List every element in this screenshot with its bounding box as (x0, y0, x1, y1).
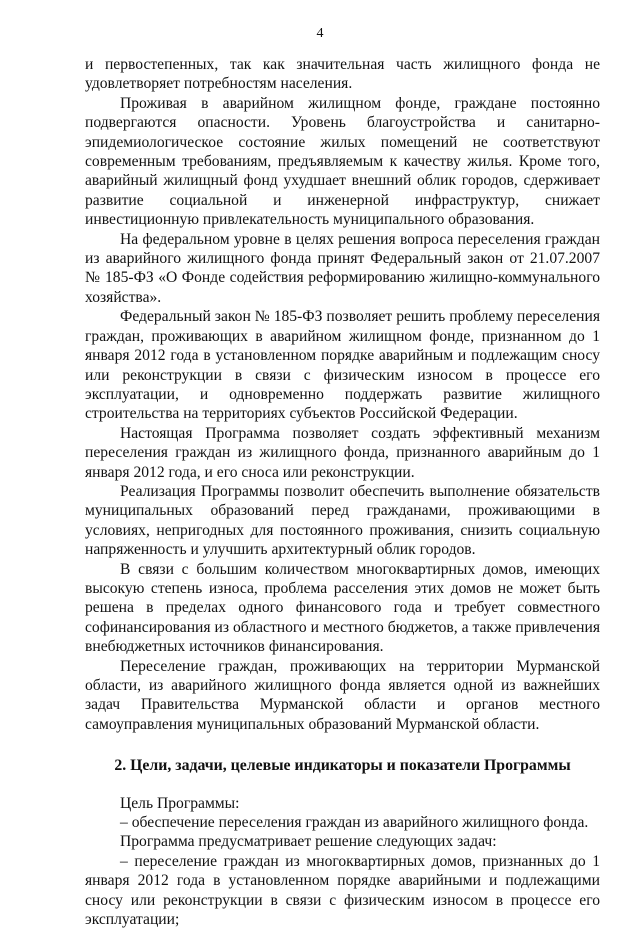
paragraph-cofinancing: В связи с большим количеством многоквартирных домов, имеющих высокую степень износа, проблема расселения этих домов не может быть решена в пределах одного финансового года и требует совместного софинансирования из областного и местного бюджетов, а также привлечения внебюджетных источников финансирования. (85, 560, 600, 656)
paragraph-task-resettlement: – переселение граждан из многоквартирных домов, признанных до 1 января 2012 года в установленном порядке аварийными и подлежащими сносу или реконструкции в связи с физическим износом в процессе его эксплуатации; (85, 852, 600, 929)
document-body (85, 55, 600, 929)
paragraph-murmansk-priority: Переселение граждан, проживающих на территории Мурманской области, из аварийного жилищного фонда является одной из важнейших задач Правительства Мурманской области и органов местного самоуправления муниципальных образований Мурманской области. (85, 657, 600, 733)
paragraph-program-implementation: Реализация Программы позволит обеспечить выполнение обязательств муниципальных образований перед гражданами, проживающими в условиях, непригодных для постоянного проживания, снизить социальную напряженность и улучшить архитектурный облик городов. (85, 482, 600, 559)
paragraph-tasks-intro: Программа предусматривает решение следующих задач: (120, 833, 497, 851)
paragraph-program-mechanism: Настоящая Программа позволяет создать эффективный механизм переселения граждан из жилищного фонда, признанного аварийным до 1 января 2012 года, и его сноса или реконструкции. (85, 424, 600, 481)
section-heading: 2. Цели, задачи, целевые индикаторы и показатели Программы (114, 757, 571, 775)
paragraph-federal-law: На федеральном уровне в целях решения вопроса переселения граждан из аварийного жилищного фонда принят Федеральный закон от 21.07.2007 № 185-ФЗ «О Фонде содействия реформированию жилищно-коммунального хозяйства». (85, 230, 600, 306)
paragraph-law-185-fz: Федеральный закон № 185-ФЗ позволяет решить проблему переселения граждан, проживающих в аварийном жилищном фонде, признанном до 1 января 2012 года в установленном порядке аварийным и подлежащим сносу или реконструкции в связи с физическим износом в процессе его эксплуатации, и одновременно поддержать развитие жилищного строительства на территориях субъектов Российской Федерации. (85, 308, 600, 423)
paragraph-program-goal: – обеспечение переселения граждан из аварийного жилищного фонда. (120, 814, 589, 832)
page-number: 4 (316, 26, 324, 41)
paragraph-continuation: и первостепенных, так как значительная часть жилищного фонда не удовлетворяет потребностям населения. (85, 56, 600, 93)
paragraph-program-goal-label: Цель Программы: (120, 794, 240, 812)
paragraph-emergency-housing-danger: Проживая в аварийном жилищном фонде, граждане постоянно подвергаются опасности. Уровень благоустройства и санитарно-эпидемиологическое состояние жилых помещений не соответствуют современным требованиям, предъявляемым к качеству жилья. Кроме того, аварийный жилищный фонд ухудшает внешний облик городов, сдерживает развитие социальной и инженерной инфраструктур, снижает инвестиционную привлекательность муниципального образования. (85, 94, 600, 229)
